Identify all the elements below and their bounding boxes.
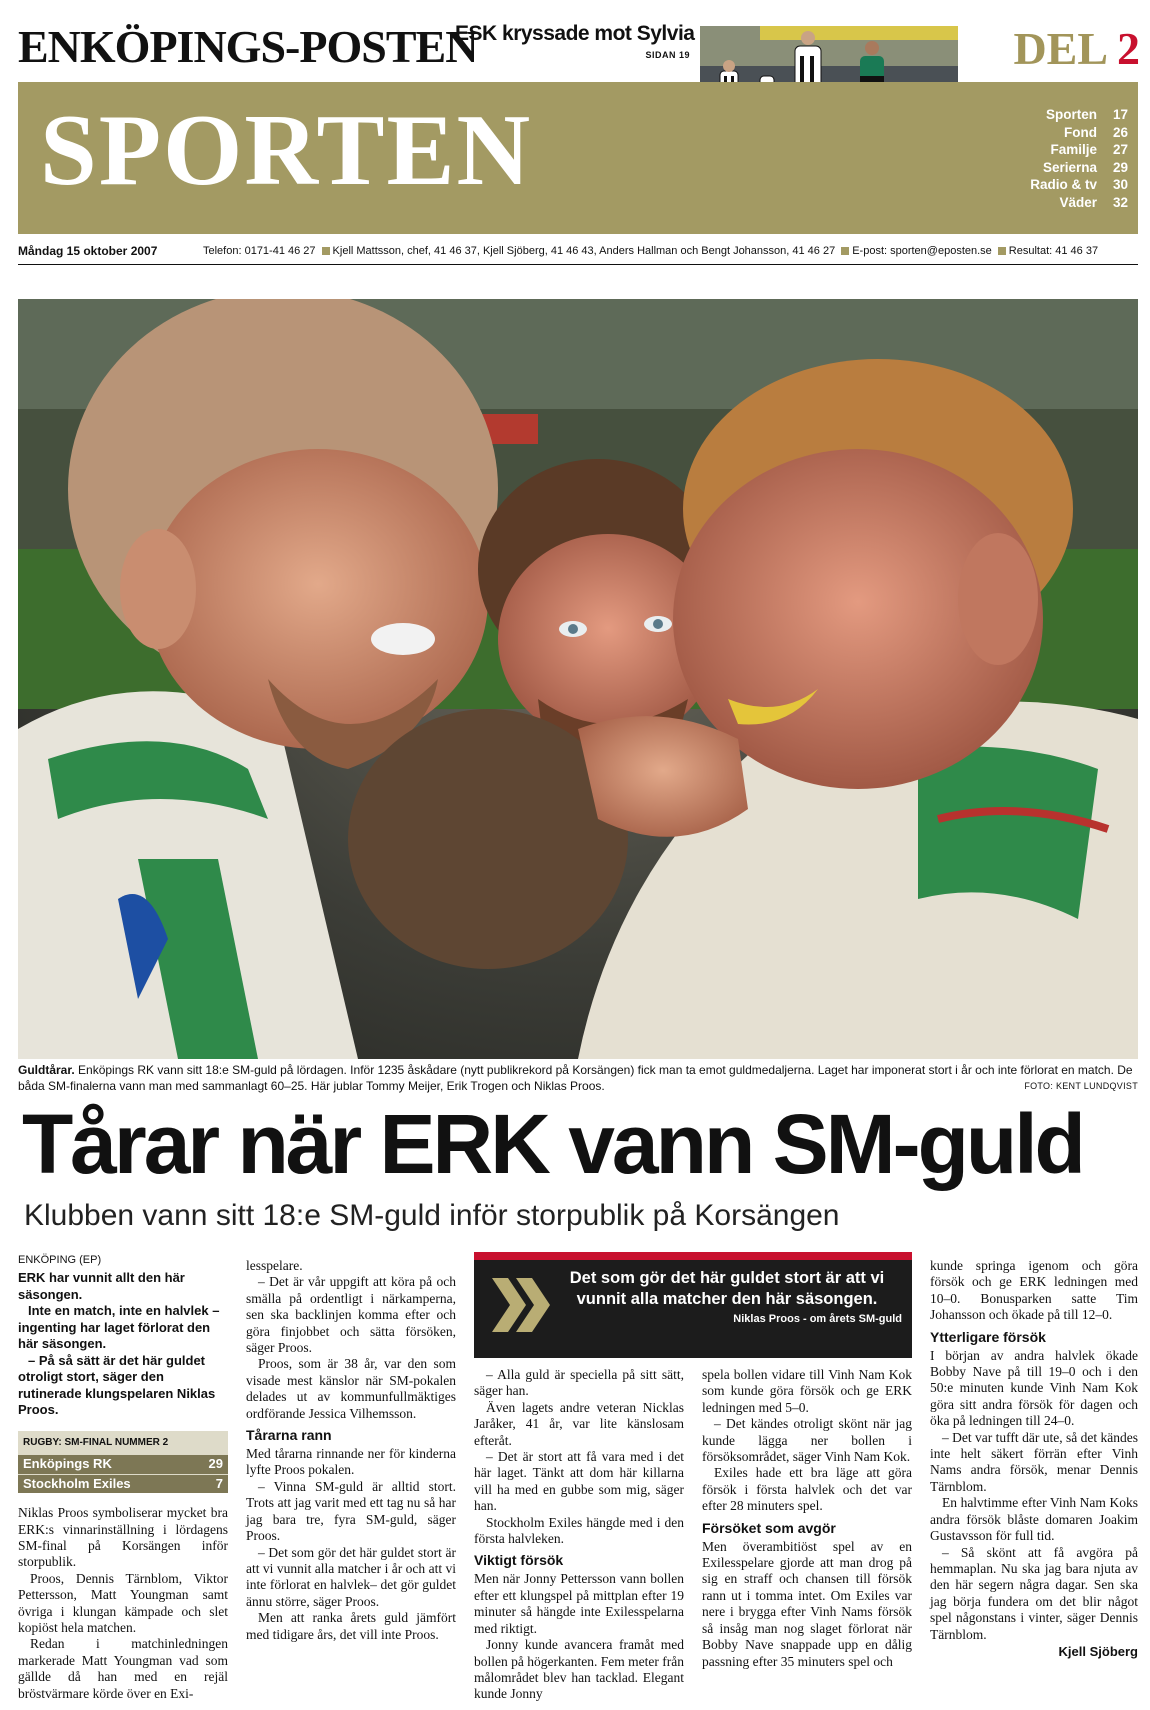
- section-index: [960, 106, 1128, 211]
- body-paragraph: – Det var tufft där ute, så det kändes inte helt säkert förrän efter Vinh Nams andra försök, menar Dennis Tärnblom.: [930, 1429, 1138, 1494]
- pull-quote-source: Niklas Proos - om årets SM-guld: [733, 1313, 902, 1325]
- body-paragraph: I början av andra halvlek ökade Bobby Nave på till 19–0 och i den 50:e minuten kunde Vinh Nam Kok göra sitt andra försök för dagen och öka på ledningen till 24–0.: [930, 1347, 1138, 1429]
- caption-lead: Guldtårar.: [18, 1063, 75, 1077]
- index-row[interactable]: [960, 124, 1128, 142]
- body-paragraph: Redan i matchinledningen markerade Matt Youngman vad som gällde då han med en rejäl bröstvärmare körde över en Exi-: [18, 1636, 228, 1701]
- body-paragraph: Proos, som är 38 år, var den som visade mest känslor när SM-pokalen delades ut av kommunfullmäktiges ordförande Jessica Vilhemsson.: [246, 1356, 456, 1421]
- body-paragraph: kunde springa igenom och göra försök och ge ERK ledningen med 10–0. Bonusparken satte Tim Johansson och ökade på till 12–0.: [930, 1258, 1138, 1323]
- index-row[interactable]: [960, 159, 1128, 177]
- teaser-headline[interactable]: ESK kryssade mot Sylvia: [455, 22, 695, 45]
- results-phone-text: Resultat: 41 46 37: [1008, 245, 1099, 257]
- main-photo-players[interactable]: [18, 299, 1138, 1059]
- body-paragraph: Men när Jonny Pettersson vann bollen efter ett klungspel på mittplan efter 19 minuter så hängde inte Exilesspelarna med riktigt.: [474, 1571, 684, 1636]
- lead-paragraph: – På så sätt är det här guldet otroligt stort, säger den rutinerade klungspelaren Niklas Proos.: [18, 1352, 216, 1418]
- index-label: Väder: [1059, 194, 1097, 210]
- index-page: 26: [1112, 124, 1128, 140]
- index-row[interactable]: [960, 176, 1128, 194]
- section-number-label: [960, 22, 1140, 75]
- article-subheadline: Klubben vann sitt 18:e SM-guld inför storpublik på Korsängen: [24, 1199, 840, 1232]
- index-label: Familje: [1050, 142, 1097, 157]
- article-column-5: [930, 1258, 1138, 1660]
- body-paragraph: – Vinna SM-guld är alltid stort. Trots att jag varit med ett tag nu så har jag bara tre, fyra SM-guld, säger Proos.: [246, 1478, 456, 1544]
- caption-text: Enköpings RK vann sitt 18:e SM-guld på lördagen. Inför 1235 åskådare (nytt publikrekord på Korsängen) fick man ta emot guldmedaljerna. Laget har imponerat stort i år och inte förlorat en match. De båda SM-finalerna vann man med sammanlagt 60–25. Här jublar Tommy Meijer, Erik Trogen och Niklas Proos.: [18, 1063, 1133, 1093]
- index-label: Radio & tv: [1030, 177, 1097, 192]
- body-paragraph: Men överambitiöst spel av en Exilesspelare gjorde att man drog på sig en straff och chansen till försök rann ut i tomma intet. Om Exiles var nere i brygga efter Vinh Nams försök så insåg man nog slaget förlorat när Bobby Nave snappade upp en dålig passning efter 35 minuters spel och: [702, 1538, 912, 1669]
- subheading: Tårarna rann: [246, 1427, 332, 1444]
- team-name: Enköpings RK: [23, 1456, 112, 1472]
- email-link[interactable]: E-post: sporten@eposten.se: [852, 245, 992, 257]
- body-paragraph: Även lagets andre veteran Nicklas Jaråker, 41 år, var lite känslosam efteråt.: [474, 1399, 684, 1448]
- index-label: Sporten: [1045, 107, 1097, 122]
- teaser-page-ref: SIDAN 19: [645, 50, 690, 60]
- subheading: Viktigt försök: [474, 1552, 564, 1569]
- body-paragraph: Men att ranka årets guld jämfört med tidigare års, det vill inte Proos.: [246, 1610, 456, 1642]
- body-paragraph: – Så skönt att få avgöra på hemmaplan. Nu ska jag bara njuta av den här segern några dagar. Sen ska jag börja fundera om det blir något spel någonstans i vinter, säger Dennis Tärnblom.: [930, 1544, 1138, 1642]
- body-paragraph: Med tårarna rinnande ner för kinderna lyfte Proos pokalen.: [246, 1446, 456, 1478]
- body-paragraph: En halvtimme efter Vinh Nam Koks andra försök blåste domaren Joakim Gustavsson för full tid.: [930, 1495, 1138, 1544]
- contact-info-bar: [18, 242, 1138, 260]
- index-page: 32: [1112, 194, 1128, 210]
- author-signature: Kjell Sjöberg: [1058, 1643, 1138, 1659]
- section-title: SPORTEN: [40, 94, 533, 207]
- newspaper-logo: ENKÖPINGS-POSTEN: [18, 21, 478, 72]
- lead-paragraph: Inte en match, inte en halvlek – ingenting har laget förlorat den här säsongen.: [18, 1303, 220, 1352]
- index-row[interactable]: [960, 194, 1128, 212]
- index-page: 17: [1112, 107, 1128, 122]
- team-score: 7: [215, 1475, 223, 1491]
- separator-square-icon: [998, 247, 1006, 255]
- staff-text: Kjell Mattsson, chef, 41 46 37, Kjell Sjöberg, 41 46 43, Anders Hallman och Bengt Johansson, 41 46 27: [332, 245, 836, 257]
- separator-square-icon: [841, 247, 849, 255]
- index-row[interactable]: [960, 141, 1128, 159]
- result-row: [18, 1474, 228, 1493]
- article-column-4: [702, 1367, 912, 1670]
- result-box: [18, 1431, 228, 1493]
- body-paragraph: lesspelare.: [246, 1258, 303, 1273]
- body-paragraph: Proos, Dennis Tärnblom, Viktor Pettersson, Matt Youngman samt övriga i klungan kämpade och slet kopiöst hela matchen.: [18, 1570, 228, 1635]
- article-lead: [18, 1270, 228, 1419]
- body-paragraph: Niklas Proos symboliserar mycket bra ERK:s vinnarinställning i lördagens SM-final på Korsängen inför storpublik.: [18, 1505, 228, 1570]
- index-page: 29: [1112, 159, 1128, 175]
- body-paragraph: spela bollen vidare till Vinh Nam Kok som kunde göra försök och ge ERK ledningen med 5–0.: [702, 1367, 912, 1415]
- phone-text: Telefon: 0171-41 46 27: [203, 245, 316, 257]
- body-paragraph: Stockholm Exiles hängde med i den första halvleken.: [474, 1514, 684, 1547]
- article-column-3: [474, 1367, 684, 1703]
- celebrating-players-illustration: [18, 299, 1138, 1059]
- article-headline: Tårar när ERK vann SM-guld: [22, 1097, 1083, 1191]
- subheading: Försöket som avgör: [702, 1519, 836, 1536]
- double-chevron-icon: [492, 1278, 554, 1332]
- article-column-2: [246, 1258, 456, 1643]
- body-paragraph: – Det är vår uppgift att köra på och smälla på ordentligt i närkamperna, sen ska backlinjen komma efter och göra finjobbet och sätta försöken, säger Proos.: [246, 1274, 456, 1356]
- body-paragraph: – Alla guld är speciella på sitt sätt, säger han.: [474, 1367, 684, 1399]
- section-number: 2: [1117, 23, 1140, 74]
- body-paragraph: – Det är stort att få vara med i det här laget. Tänkt att dom här killarna vill ha med en gubbe som mig, säger han.: [474, 1449, 684, 1514]
- article-dateline: ENKÖPING (EP): [18, 1254, 102, 1266]
- index-page: 27: [1112, 142, 1128, 157]
- subheading: Ytterligare försök: [930, 1328, 1046, 1345]
- photo-caption: [18, 1062, 1138, 1094]
- body-paragraph: – Det kändes otroligt skönt när jag kunde lägga ner bollen i försöksområdet, säger Vinh Nam Kok.: [702, 1416, 912, 1465]
- divider-line: [18, 264, 1138, 265]
- photo-credit: FOTO: KENT LUNDQVIST: [1024, 1081, 1138, 1091]
- index-label: Serierna: [1042, 159, 1097, 175]
- separator-square-icon: [322, 247, 330, 255]
- index-page: 30: [1112, 177, 1128, 192]
- pull-quote-text: Det som gör det här guldet stort är att vi vunnit alla matcher den här säsongen.: [569, 1269, 885, 1308]
- body-paragraph: – Det som gör det här guldet stort är att vi vunnit alla matcher i år och att vi inte förlorat en halvlek– det gör guldet ännu större, säger Proos.: [246, 1544, 456, 1609]
- body-paragraph: Exiles hade ett bra läge att göra försök i första halvlek och det var efter 28 minuters spel.: [702, 1465, 912, 1514]
- article-column-1: [18, 1252, 228, 1702]
- body-paragraph: Jonny kunde avancera framåt med bollen på högerkanten. Fem meter från målområdet blev han tacklad. Elegant kunde Jonny: [474, 1637, 684, 1702]
- lead-paragraph: ERK har vunnit allt den här säsongen.: [18, 1270, 185, 1302]
- team-name: Stockholm Exiles: [23, 1475, 131, 1491]
- team-score: 29: [208, 1456, 223, 1472]
- index-row[interactable]: [960, 106, 1128, 124]
- result-row: [18, 1454, 228, 1473]
- index-label: Fond: [1064, 124, 1097, 140]
- section-prefix: DEL: [1013, 23, 1117, 74]
- issue-date: Måndag 15 oktober 2007: [18, 244, 158, 258]
- result-box-title: RUGBY: SM-FINAL NUMMER 2: [23, 1436, 169, 1448]
